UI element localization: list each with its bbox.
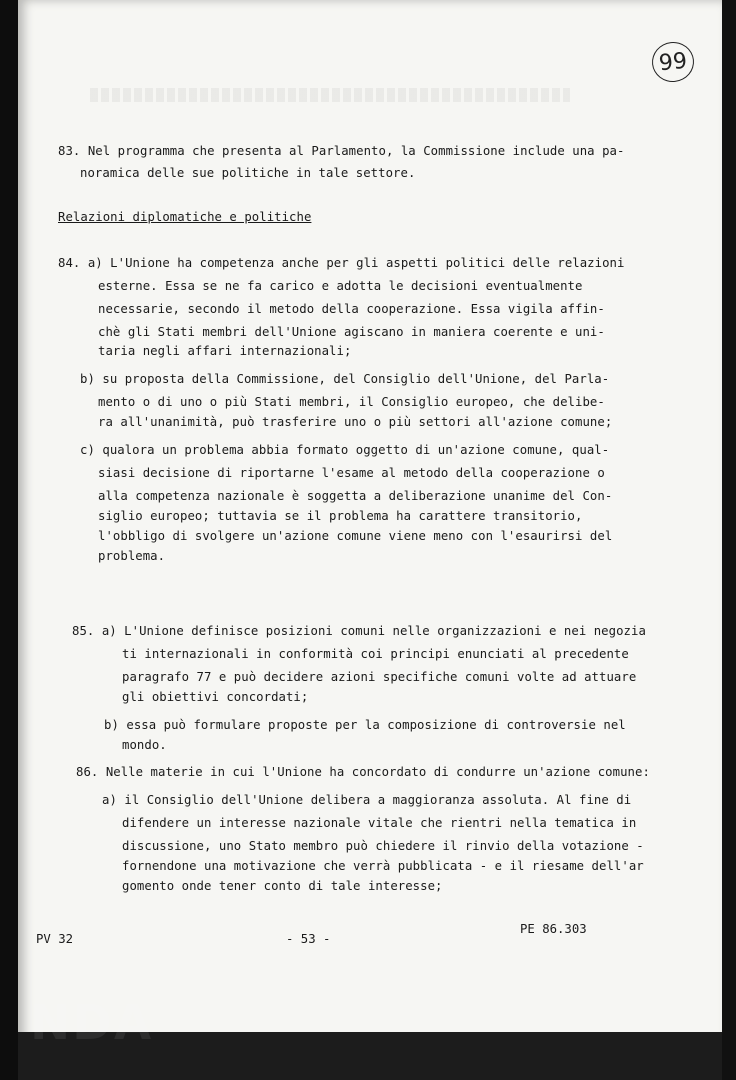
bleed-through-text [90,88,570,102]
footer-reference: PE 86.303 [520,922,587,936]
paragraph-85-line-4: gli obiettivi concordati; [122,690,309,704]
paragraph-84-line-5: taria negli affari internazionali; [98,344,352,358]
paragraph-84-line-8: ra all'unanimità, può trasferire uno o più settori all'azione comune; [98,415,613,429]
paragraph-84-line-10: siasi decisione di riportarne l'esame al metodo della cooperazione o [98,466,605,480]
section-heading: Relazioni diplomatiche e politiche [58,210,312,224]
paragraph-84-line-7: mento o di uno o più Stati membri, il Consiglio europeo, che delibe- [98,395,605,409]
handwritten-page-number: 99 [650,40,696,84]
paragraph-86-line-6: gomento onde tener conto di tale interesse; [122,879,443,893]
paragraph-84-line-11: alla competenza nazionale è soggetta a deliberazione unanime del Con- [98,489,613,503]
paragraph-84-line-2: esterne. Essa se ne fa carico e adotta le decisioni eventualmente [98,279,583,293]
paragraph-85-line-2: ti internazionali in conformità coi principi enunciati al precedente [122,647,629,661]
paragraph-85-line-3: paragrafo 77 e può decidere azioni specifiche comuni volte ad attuare [122,670,637,684]
paragraph-86-line-4: discussione, uno Stato membro può chiedere il rinvio della votazione - [122,839,644,853]
paragraph-84-line-4: chè gli Stati membri dell'Unione agiscano in maniera coerente e uni- [98,325,605,339]
paragraph-84-line-9: c) qualora un problema abbia formato oggetto di un'azione comune, qual- [80,443,610,457]
paragraph-84-line-14: problema. [98,549,166,563]
paragraph-83-line-2: noramica delle sue politiche in tale settore. [80,166,416,180]
paragraph-86-line-2: a) il Consiglio dell'Unione delibera a maggioranza assoluta. Al fine di [102,793,632,807]
paragraph-84-line-3: necessarie, secondo il metodo della cooperazione. Essa vigila affin- [98,302,605,316]
footer-left: PV 32 [36,932,74,946]
paragraph-84-line-6: b) su proposta della Commissione, del Consiglio dell'Unione, del Parla- [80,372,610,386]
paragraph-86-line-5: fornendone una motivazione che verrà pubblicata - e il riesame dell'ar [122,859,644,873]
paragraph-84-line-12: siglio europeo; tuttavia se il problema ha carattere transitorio, [98,509,583,523]
paragraph-85-line-5: b) essa può formulare proposte per la composizione di controversie nel [104,718,626,732]
paragraph-85-line-1: 85. a) L'Unione definisce posizioni comuni nelle organizzazioni e nei negozia [72,624,646,638]
paragraph-86-line-3: difendere un interesse nazionale vitale che rientri nella tematica in [122,816,637,830]
paragraph-86-line-1: 86. Nelle materie in cui l'Unione ha concordato di condurre un'azione comune: [76,765,650,779]
archive-watermark: NDA [30,995,154,1051]
paragraph-84-line-13: l'obbligo di svolgere un'azione comune viene meno con l'esaurirsi del [98,529,613,543]
scan-edge-right [720,0,736,1080]
paragraph-83-line-1: 83. Nel programma che presenta al Parlamento, la Commissione include una pa- [58,144,625,158]
paragraph-84-line-1: 84. a) L'Unione ha competenza anche per gli aspetti politici delle relazioni [58,256,625,270]
paragraph-85-line-6: mondo. [122,738,167,752]
footer-page-number: - 53 - [286,932,331,946]
